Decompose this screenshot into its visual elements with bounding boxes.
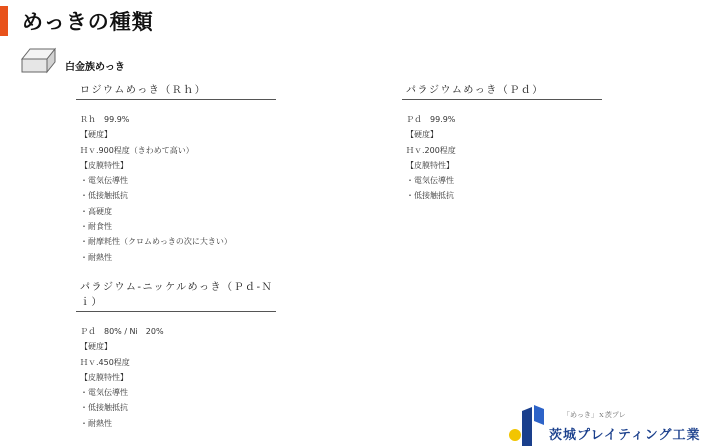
box-icon bbox=[20, 47, 56, 75]
section-line: Ｐｄ 80% / Ni 20% bbox=[80, 327, 164, 336]
section-line: ・電気伝導性 bbox=[406, 176, 454, 186]
section-line: ・電気伝導性 bbox=[80, 388, 128, 398]
section-line: Ｐｄ 99.9% bbox=[406, 115, 456, 124]
section-rhodium bbox=[76, 81, 276, 265]
section-line: ・低接触抵抗 bbox=[80, 403, 128, 413]
section-palladium-nickel bbox=[76, 278, 276, 431]
section-line: ・電気伝導性 bbox=[80, 176, 128, 186]
section-title: パラジウムめっき（Ｐｄ） bbox=[402, 81, 602, 100]
page-title: めっきの種類 bbox=[22, 10, 154, 34]
section-line: ・低接触抵抗 bbox=[406, 191, 454, 201]
section-line: Ｈｖ.450程度 bbox=[80, 357, 130, 367]
section-line: 【硬度】 bbox=[80, 130, 112, 140]
section-line: 【皮膜特性】 bbox=[80, 372, 128, 382]
title-accent-bar bbox=[0, 6, 8, 36]
logo-company-name: 茨城プレイティング工業 bbox=[549, 428, 701, 443]
logo-tagline: 「めっき」ｘ茨プレ bbox=[563, 411, 626, 419]
section-line: ・耐熱性 bbox=[80, 418, 112, 428]
logo-mark-icon bbox=[508, 405, 544, 446]
section-line: Ｒｈ 99.9% bbox=[80, 115, 130, 124]
company-logo bbox=[508, 405, 701, 446]
category-label: 白金族めっき bbox=[65, 62, 125, 73]
section-line: 【皮膜特性】 bbox=[80, 160, 128, 170]
section-line: 【硬度】 bbox=[80, 342, 112, 352]
section-title: ロジウムめっき（Ｒｈ） bbox=[76, 81, 276, 100]
section-line: Ｈｖ.900程度（きわめて高い） bbox=[80, 145, 194, 155]
section-line: ・耐食性 bbox=[80, 222, 112, 232]
section-line: Ｈｖ.200程度 bbox=[406, 145, 456, 155]
section-line: ・高硬度 bbox=[80, 206, 112, 216]
section-palladium bbox=[402, 81, 602, 204]
section-line: 【硬度】 bbox=[406, 130, 438, 140]
section-line: 【皮膜特性】 bbox=[406, 160, 454, 170]
section-title: パラジウム-ニッケルめっき（Ｐｄ-Ｎｉ） bbox=[76, 278, 276, 312]
section-line: ・低接触抵抗 bbox=[80, 191, 128, 201]
section-line: ・耐熱性 bbox=[80, 252, 112, 262]
section-line: ・耐摩耗性（クロムめっきの次に大きい） bbox=[80, 237, 232, 247]
